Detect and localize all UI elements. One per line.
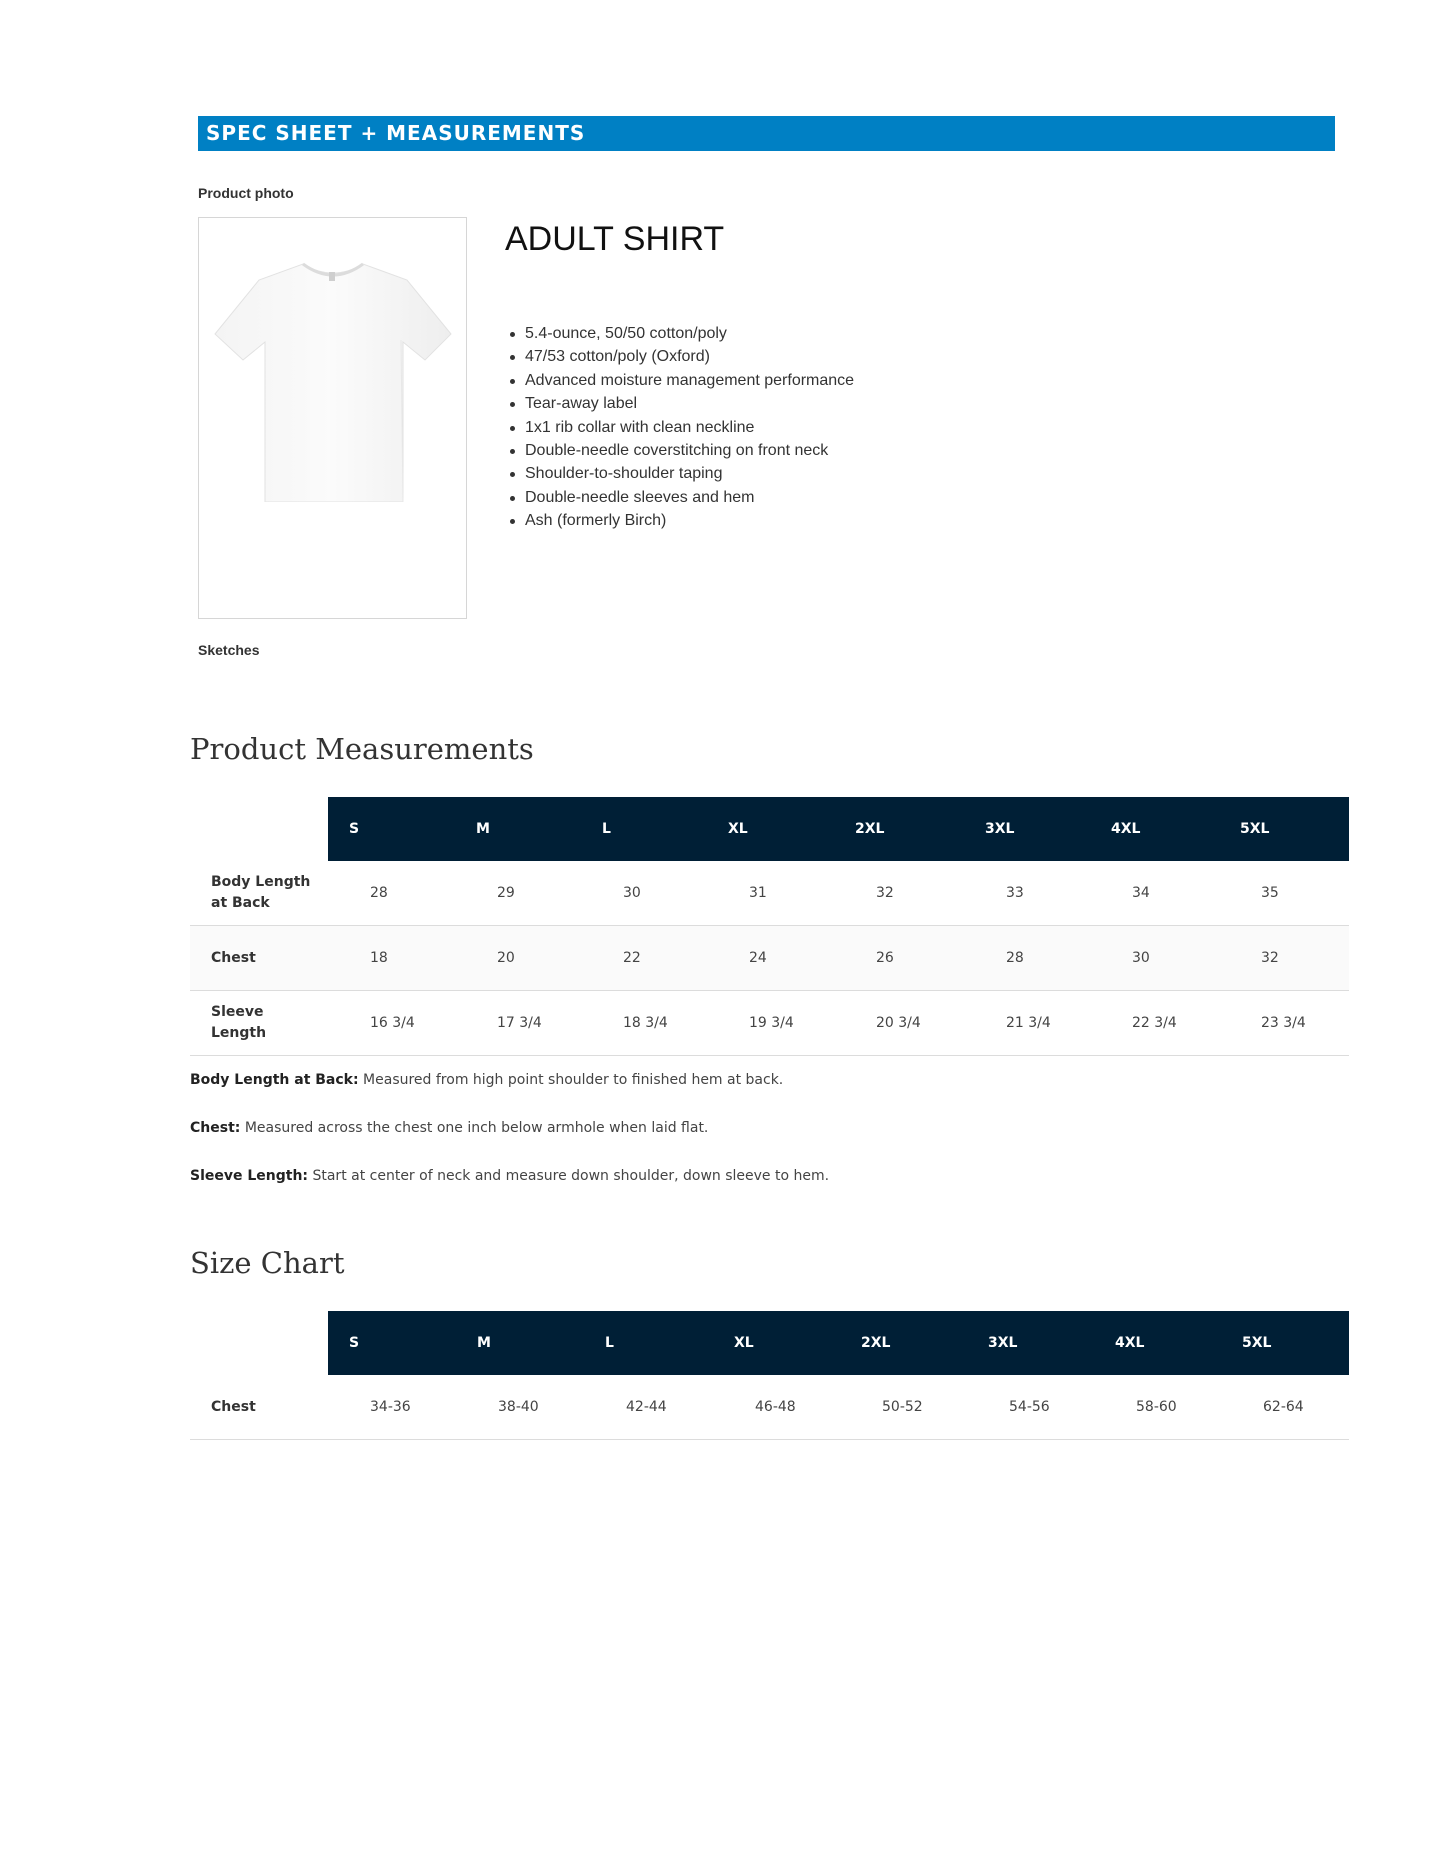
table-cell: 50-52 [882, 1399, 923, 1415]
table-cell: 33 [1006, 885, 1024, 901]
table-row [190, 1375, 1349, 1440]
tshirt-image [211, 252, 455, 502]
size-chart-table [190, 1311, 1349, 1441]
feature-list [505, 322, 1005, 533]
feature-item: Shoulder-to-shoulder taping [505, 462, 1005, 485]
spec-sheet-banner: SPEC SHEET + MEASUREMENTS [198, 116, 1335, 151]
size-header-xl: XL [728, 821, 748, 837]
table-cell: 30 [623, 885, 641, 901]
note-term: Sleeve Length: [190, 1168, 309, 1184]
size-header-3xl: 3XL [985, 821, 1015, 837]
table-cell: 29 [497, 885, 515, 901]
measurements-table [190, 797, 1349, 1057]
table-cell: 58-60 [1136, 1399, 1177, 1415]
table-cell: 22 3/4 [1132, 1015, 1177, 1031]
table-row [190, 926, 1349, 991]
table-cell: 32 [876, 885, 894, 901]
size-header-2xl: 2XL [861, 1335, 891, 1351]
table-cell: 28 [370, 885, 388, 901]
table-cell: 17 3/4 [497, 1015, 542, 1031]
table-cell: 46-48 [755, 1399, 796, 1415]
size-header-m: M [477, 1335, 491, 1351]
row-label: Body Length at Back [211, 874, 311, 911]
table-cell: 20 [497, 950, 515, 966]
table-cell: 23 3/4 [1261, 1015, 1306, 1031]
row-label: Chest [211, 1398, 256, 1415]
size-header-s: S [349, 821, 360, 837]
measurement-note [190, 1120, 708, 1136]
row-label: Chest [211, 949, 256, 966]
size-header-l: L [602, 821, 611, 837]
product-title: ADULT SHIRT [505, 220, 725, 258]
feature-item: 5.4-ounce, 50/50 cotton/poly [505, 322, 1005, 345]
size-header-5xl: 5XL [1242, 1335, 1272, 1351]
feature-item: 47/53 cotton/poly (Oxford) [505, 345, 1005, 368]
table-cell: 24 [749, 950, 767, 966]
feature-item: Double-needle sleeves and hem [505, 486, 1005, 509]
table-cell: 32 [1261, 950, 1279, 966]
row-label: Sleeve Length [211, 1004, 267, 1041]
size-header-l: L [605, 1335, 614, 1351]
product-photo [198, 217, 467, 619]
product-photo-label: Product photo [198, 185, 294, 201]
note-term: Chest: [190, 1120, 241, 1136]
table-cell: 31 [749, 885, 767, 901]
measurements-title: Product Measurements [190, 732, 534, 766]
table-cell: 38-40 [498, 1399, 539, 1415]
table-cell: 21 3/4 [1006, 1015, 1051, 1031]
table-row [190, 861, 1349, 926]
table-cell: 16 3/4 [370, 1015, 415, 1031]
feature-item: 1x1 rib collar with clean neckline [505, 416, 1005, 439]
size-header-s: S [349, 1335, 360, 1351]
table-cell: 20 3/4 [876, 1015, 921, 1031]
table-cell: 42-44 [626, 1399, 667, 1415]
table-cell: 26 [876, 950, 894, 966]
measurement-note [190, 1072, 783, 1088]
table-cell: 19 3/4 [749, 1015, 794, 1031]
size-header-5xl: 5XL [1240, 821, 1270, 837]
size-header-2xl: 2XL [855, 821, 885, 837]
table-cell: 62-64 [1263, 1399, 1304, 1415]
table-cell: 34-36 [370, 1399, 411, 1415]
table-row [190, 991, 1349, 1056]
note-term: Body Length at Back: [190, 1072, 359, 1088]
table-cell: 35 [1261, 885, 1279, 901]
size-header-3xl: 3XL [988, 1335, 1018, 1351]
note-text: Start at center of neck and measure down shoulder, down sleeve to hem. [308, 1168, 830, 1184]
size-header-4xl: 4XL [1111, 821, 1141, 837]
size-header-4xl: 4XL [1115, 1335, 1145, 1351]
table-cell: 30 [1132, 950, 1150, 966]
table-cell: 22 [623, 950, 641, 966]
feature-item: Advanced moisture management performance [505, 369, 1005, 392]
sketches-label: Sketches [198, 642, 260, 658]
note-text: Measured across the chest one inch below armhole when laid flat. [240, 1120, 709, 1136]
table-cell: 28 [1006, 950, 1024, 966]
size-header-xl: XL [734, 1335, 754, 1351]
note-text: Measured from high point shoulder to finished hem at back. [358, 1072, 784, 1088]
feature-item: Ash (formerly Birch) [505, 509, 1005, 532]
size-chart-title: Size Chart [190, 1246, 345, 1280]
size-header-m: M [476, 821, 490, 837]
table-cell: 34 [1132, 885, 1150, 901]
table-cell: 18 3/4 [623, 1015, 668, 1031]
feature-item: Tear-away label [505, 392, 1005, 415]
table-cell: 54-56 [1009, 1399, 1050, 1415]
table-cell: 18 [370, 950, 388, 966]
measurement-note [190, 1168, 829, 1184]
feature-item: Double-needle coverstitching on front neck [505, 439, 1005, 462]
